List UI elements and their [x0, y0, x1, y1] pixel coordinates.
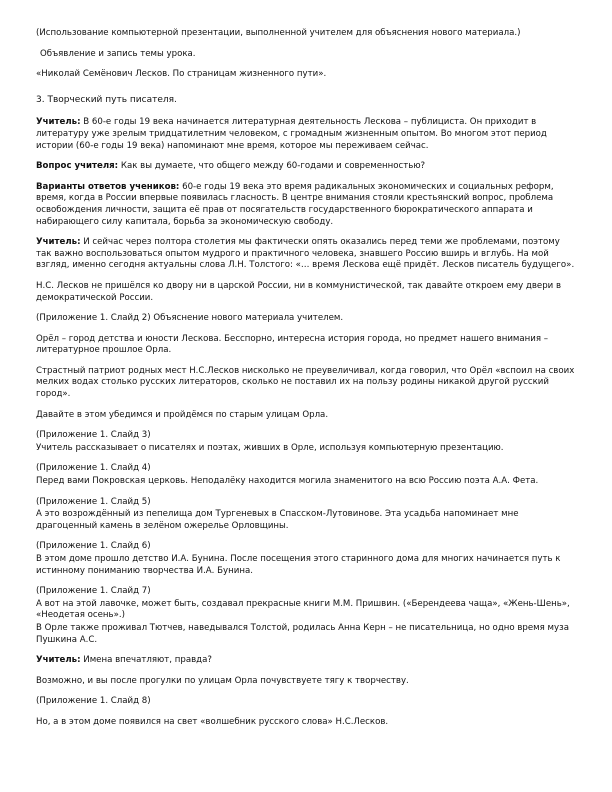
teacher-paragraph-3 — [36, 655, 576, 667]
slide-reference: (Приложение 1. Слайд 7) — [36, 586, 151, 597]
paragraph-text: Имена впечатляют, правда? — [80, 655, 212, 666]
text-paragraph: А вот на этой лавочке, может быть, создавал прекрасные книги М.М. Пришвин. («Берендеева чаща», «Жень-Шень», «Неодетая осень».) — [36, 598, 570, 621]
slide-reference: (Приложение 1. Слайд 4) — [36, 463, 151, 474]
lesson-topic-title: «Николай Семёнович Лесков. По страницам жизненного пути». — [36, 69, 327, 80]
lesson-topic-announcement: Объявление и запись темы урока. — [40, 48, 196, 59]
speaker-label: Вопрос учителя: — [36, 161, 119, 172]
intro-note: (Использование компьютерной презентации, выполненной учителем для объяснения нового материала.) — [36, 28, 521, 38]
text-paragraph: Орёл – город детства и юности Лескова. Бесспорно, интересна история города, но предмет нашего внимания – литературное прошлое Орла. — [36, 333, 549, 356]
text-paragraph: В Орле также проживал Тютчев, наведывался Толстой, родилась Анна Керн – не писательница, но одно время муза Пушкина А.С. — [36, 622, 569, 645]
document-page — [36, 28, 576, 738]
paragraph-text: Как вы думаете, что общего между 60-годами и современностью? — [118, 161, 426, 172]
text-paragraph: Возможно, и вы после прогулки по улицам Орла почувствуете тягу к творчеству. — [36, 675, 409, 686]
slide-reference: (Приложение 1. Слайд 3) — [36, 430, 151, 441]
slide-reference: (Приложение 1. Слайд 8) — [36, 696, 151, 707]
text-paragraph: Но, а в этом доме появился на свет «волшебник русского слова» Н.С.Лесков. — [36, 716, 389, 727]
paragraph-text: И сейчас через полтора столетия мы фактически опять оказались перед теми же проблемами, поэтому так важно воспользоваться опытом мудрого и практичного человека, знавшего Россию вширь и вглубь. На мой взгляд, именно сегодня актуальны слова Л.Н. Толстого: «… время Лескова ещё придёт. Лесков писатель будущего». — [36, 237, 575, 271]
text-paragraph: Учитель рассказывает о писателях и поэтах, живших в Орле, используя компьютерную презентацию. — [36, 442, 504, 453]
speaker-label: Учитель: — [36, 117, 81, 128]
text-paragraph: Давайте в этом убедимся и пройдёмся по старым улицам Орла. — [36, 409, 329, 420]
paragraph-text: 60-е годы 19 века это время радикальных экономических и социальных реформ, время, когда в России впервые появилась гласность. В центре внимания стояли крестьянский вопрос, проблема освобождения личности, защита её прав от посягательств государственного бюрократического аппарата и набирающего силу капитала, борьба за экономическую свободу. — [36, 181, 554, 227]
slide-reference: (Приложение 1. Слайд 5) — [36, 496, 151, 507]
teacher-paragraph-2 — [36, 237, 576, 272]
teacher-paragraph-1 — [36, 117, 576, 152]
teacher-question — [36, 161, 576, 173]
speaker-label: Варианты ответов учеников: — [36, 181, 180, 192]
text-paragraph: А это возрождённый из пепелища дом Тургеневых в Спасском-Лутовинове. Эта усадьба напоминает мне драгоценный камень в зелёном ожерелье Орловщины. — [36, 509, 519, 531]
text-paragraph: Перед вами Покровская церковь. Неподалёку находится могила знаменитого на всю Россию поэта А.А. Фета. — [36, 476, 539, 487]
text-paragraph: Страстный патриот родных мест Н.С.Лесков нисколько не преувеличивал, когда говорил, что Орёл «вспоил на своих мелких водах столько русских литераторов, сколько не поставил их на пользу родины никакой другой русский город». — [36, 365, 575, 400]
text-paragraph: В этом доме прошло детство И.А. Бунина. После посещения этого старинного дома для многих начинается путь к истинному пониманию творчества И.А. Бунина. — [36, 554, 561, 576]
student-answers — [36, 182, 576, 228]
speaker-label: Учитель: — [36, 655, 81, 666]
speaker-label: Учитель: — [36, 237, 81, 248]
slide-reference: (Приложение 1. Слайд 2) Объяснение нового материала учителем. — [36, 313, 344, 324]
slide-reference: (Приложение 1. Слайд 6) — [36, 541, 151, 552]
paragraph-text: В 60-е годы 19 века начинается литературная деятельность Лескова – публициста. Он приходит в литературу уже зрелым тридцатилетним человеком, с громадным жизненным опытом. Во многом этот период истории (60-е годы 19 века) напоминают мне время, которое мы переживаем сейчас. — [36, 117, 547, 151]
text-paragraph: Н.С. Лесков не пришёлся ко двору ни в царской России, ни в коммунистической, так давайте откроем ему двери в демократической России. — [36, 280, 562, 303]
section-heading: 3. Творческий путь писателя. — [36, 94, 177, 105]
